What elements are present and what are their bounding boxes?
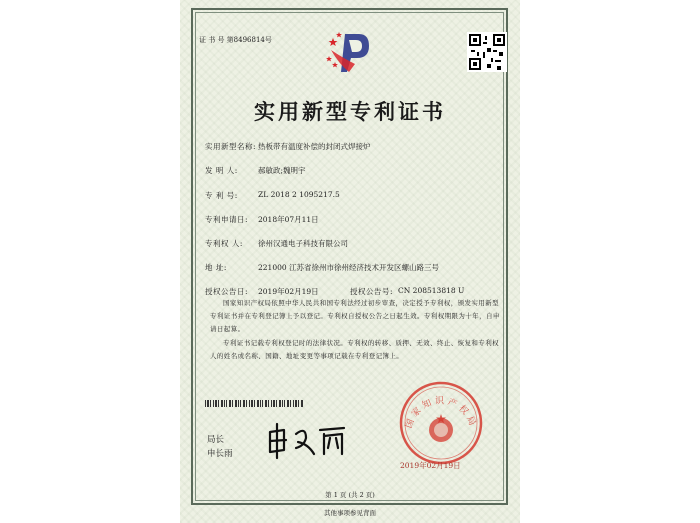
field-value-patent-no: ZL 2018 2 1095217.5 <box>258 190 340 199</box>
signatory-name: 申长雨 <box>207 449 233 459</box>
field-value-inventor: 郝敏政;魏明宇 <box>258 166 306 175</box>
field-value-filing-date: 2018年07月11日 <box>258 215 319 224</box>
svg-text:国家知识产权局: 国家知识产权局 <box>404 396 478 430</box>
page-indicator: 第 1 页 (共 2 页) <box>325 491 375 499</box>
certificate-title: 实用新型专利证书 <box>254 99 446 124</box>
field-value-grant-no: CN 208513818 U <box>398 286 465 295</box>
field-label-patentee: 专利权 人: <box>205 239 243 248</box>
barcode-icon <box>205 400 305 407</box>
qr-code-icon <box>467 32 507 72</box>
paragraph-grant-statement: 国家知识产权局依照中华人民共和国专利法经过初步审查，决定授予专利权，颁发实用新型专利证书并在专利登记簿上予以登记。专利权自授权公告之日起生效。专利权期限为十年，自申请日起算。 <box>210 299 500 333</box>
seal-date: 2019年02月19日 <box>400 461 461 470</box>
signature-icon <box>262 420 382 460</box>
signatory-title: 局长 <box>207 435 225 445</box>
field-value-address: 221000 江苏省徐州市徐州经济技术开发区螺山路三号 <box>258 263 440 272</box>
cnipa-logo-icon <box>325 28 375 78</box>
field-label-grant-no: 授权公告号: <box>350 287 394 296</box>
field-label-name: 实用新型名称: <box>205 142 257 151</box>
field-value-name: 热板带有温度补偿的封闭式焊接炉 <box>258 142 371 151</box>
footer-note: 其他事项参见背面 <box>324 509 376 517</box>
field-value-patentee: 徐州汉通电子科技有限公司 <box>258 239 348 248</box>
paragraph-legal-status: 专利证书记载专利权登记时的法律状况。专利权的转移、质押、无效、终止、恢复和专利权人的姓名或名称、国籍、地址变更等事项记载在专利登记簿上。 <box>210 339 499 360</box>
field-label-grant-date: 授权公告日: <box>205 287 249 296</box>
field-label-inventor: 发 明 人: <box>205 166 238 175</box>
field-label-filing-date: 专利申请日: <box>205 215 249 224</box>
field-value-grant-date: 2019年02月19日 <box>258 287 319 296</box>
field-label-patent-no: 专 利 号: <box>205 191 238 200</box>
certificate-number: 证 书 号 第8496814号 <box>199 36 272 44</box>
field-label-address: 地 址: <box>205 263 227 272</box>
official-seal-icon <box>398 380 484 466</box>
